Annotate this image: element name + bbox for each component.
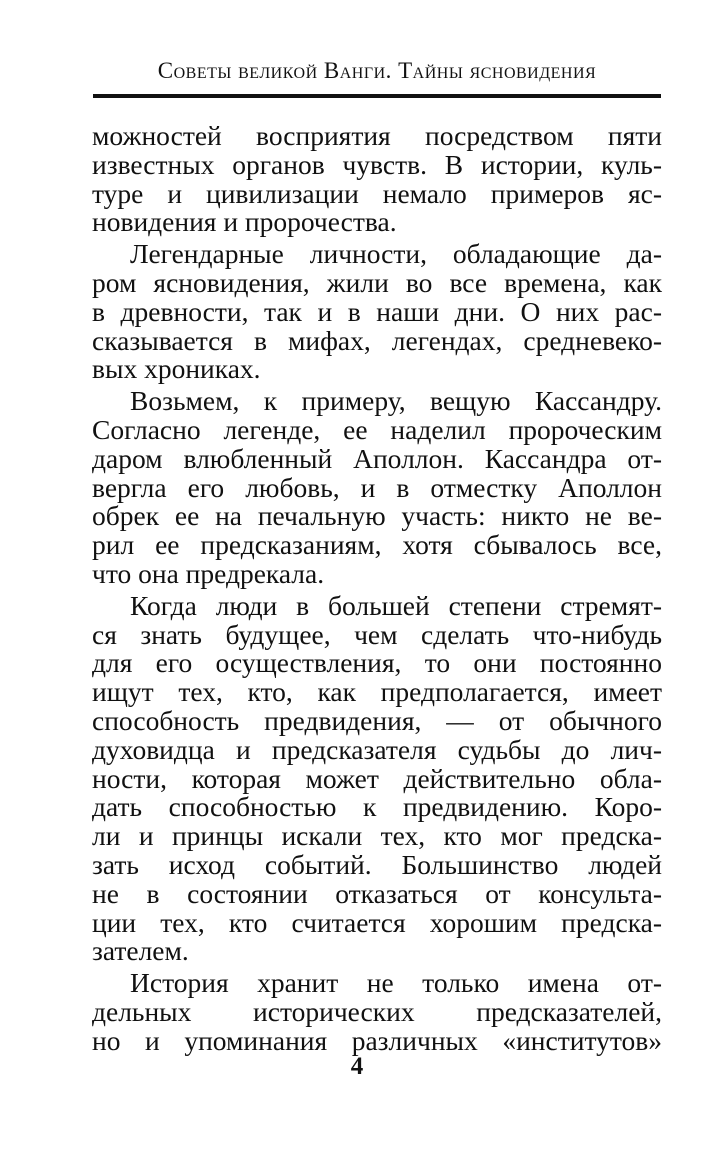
text-line: вергла его любовь, и в отместку Аполлон — [92, 471, 662, 503]
text-line: известных органов чувств. В истории, куль- — [92, 148, 662, 180]
text-line: сказывается в мифах, легендах, средневеко- — [92, 324, 662, 356]
text-line: духовидца и предсказателя судьбы до лич- — [92, 733, 662, 765]
text-line: дельных исторических предсказателей, — [92, 995, 662, 1027]
text-line: зателем. — [92, 935, 189, 967]
text-line: Согласно легенде, ее наделил пророческим — [92, 413, 662, 445]
text-line: ности, которая может действительно обла- — [92, 762, 662, 794]
text-line: новидения и пророчества. — [92, 206, 397, 238]
text-line: туре и цивилизации немало примеров яс- — [92, 177, 662, 209]
text-line: даром влюбленный Аполлон. Кассандра от- — [92, 442, 662, 474]
text-line: способность предвидения, — от обычного — [92, 704, 662, 736]
text-line: ищут тех, кто, как предполагается, имеет — [92, 676, 662, 708]
paragraph — [92, 122, 662, 237]
text-line: Когда люди в большей степени стремят- — [130, 589, 662, 621]
text-line: ли и принцы искали тех, кто мог предска- — [92, 820, 662, 852]
text-line: в древности, так и в наши дни. О них рас- — [92, 295, 662, 327]
text-line: дать способностью к предвидению. Коро- — [92, 791, 662, 823]
text-line: Возьмем, к примеру, вещую Кассандру. — [130, 385, 662, 417]
paragraph — [92, 969, 662, 1055]
text-line: ром ясновидения, жили во все времена, как — [92, 266, 662, 298]
text-line: не в состоянии отказаться от консульта- — [92, 877, 662, 909]
text-line: зать исход событий. Большинство людей — [92, 848, 662, 880]
text-line: ции тех, кто считается хорошим предска- — [92, 906, 662, 938]
text-line: ся знать будущее, чем сделать что-нибудь — [92, 618, 662, 650]
paragraph — [92, 240, 662, 384]
running-title: Советы великой Ванги. Тайны ясновидения — [157, 58, 597, 83]
text-line: но и упоминания различных «институтов» — [92, 1024, 662, 1056]
body-text — [92, 122, 662, 1056]
paragraph — [92, 589, 662, 967]
header-rule — [93, 94, 661, 98]
text-line: что она предрекала. — [92, 557, 325, 589]
text-line: обрек ее на печальную участь: никто не ве- — [92, 500, 662, 532]
text-line: можностей восприятия посредством пяти — [92, 120, 662, 151]
text-line: вых хрониках. — [92, 353, 261, 385]
text-line: История хранит не только имена от- — [130, 967, 662, 999]
text-line: рил ее предсказаниям, хотя сбывалось все, — [92, 529, 662, 561]
page-number: 4 — [350, 1053, 364, 1080]
text-line: для его осуществления, то они постоянно — [92, 647, 662, 679]
text-line: Легендарные личности, обладающие да- — [130, 238, 662, 270]
paragraph — [92, 387, 662, 589]
